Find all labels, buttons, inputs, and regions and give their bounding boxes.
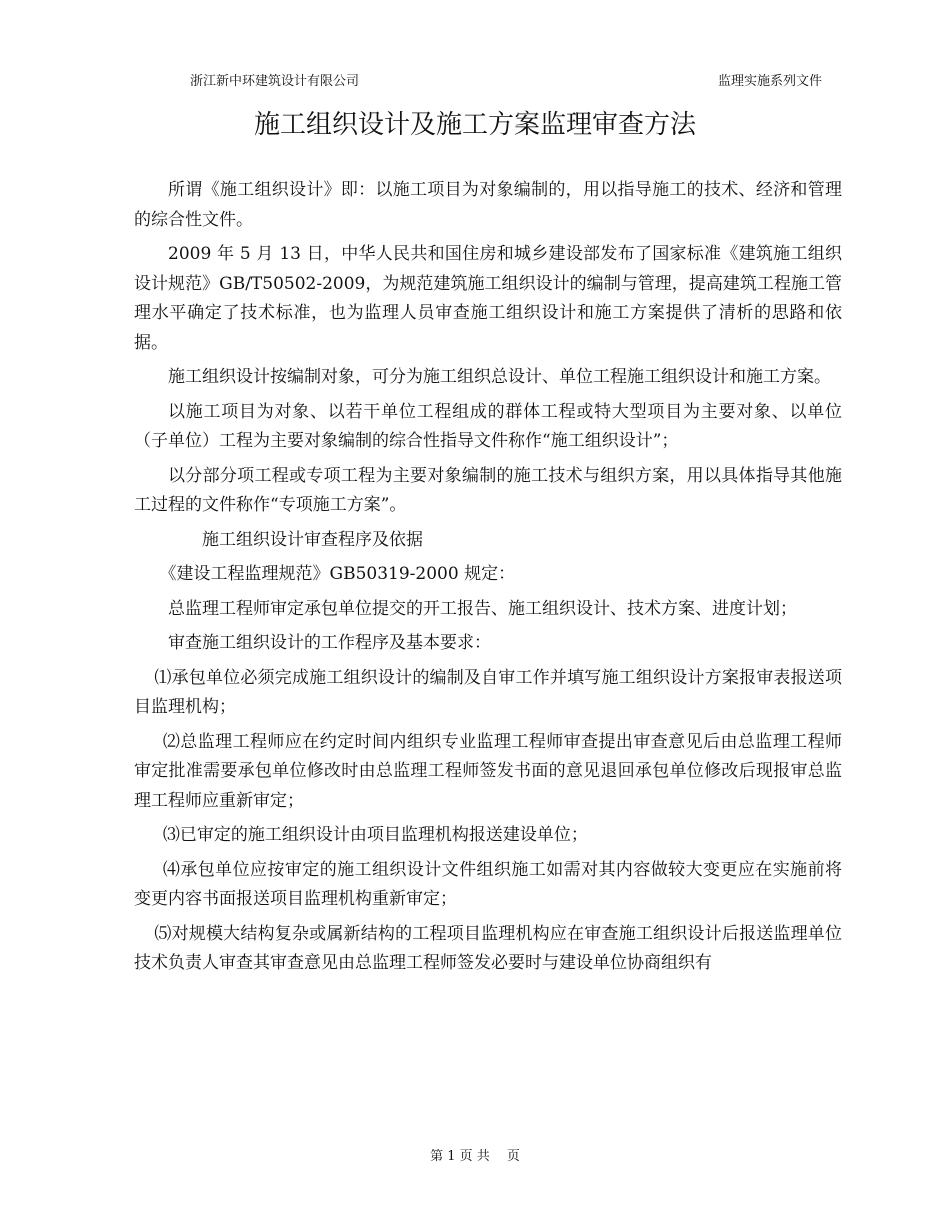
document-body bbox=[134, 176, 842, 984]
header-company-name: 浙江新中环建筑设计有限公司 bbox=[190, 74, 360, 89]
paragraph-classification: 施工组织设计按编制对象，可分为施工组织总设计、单位工程施工组织设计和施工方案。 bbox=[168, 367, 831, 387]
list-item-requirement-1: ⑴承包单位必须完成施工组织设计的编制及自审工作并填写施工组织设计方案报审表报送项目监理机构； bbox=[134, 667, 842, 717]
document-title: 施工组织设计及施工方案监理审查方法 bbox=[253, 110, 696, 140]
paragraph-definition: 所谓《施工组织设计》即：以施工项目为对象编制的，用以指导施工的技术、经济和管理的综合性文件。 bbox=[134, 180, 842, 230]
paragraph-review-requirements-intro: 审查施工组织设计的工作程序及基本要求： bbox=[168, 633, 491, 653]
list-item-requirement-3: ⑶已审定的施工组织设计由项目监理机构报送建设单位； bbox=[162, 825, 588, 845]
section-heading-review-procedure: 施工组织设计审查程序及依据 bbox=[202, 529, 423, 550]
list-item-requirement-2: ⑵总监理工程师应在约定时间内组织专业监理工程师审查提出审查意见后由总监理工程师审定批准需要承包单位修改时由总监理工程师签发书面的意见退回承包单位修改后现报审总监理工程师应重新审定； bbox=[134, 731, 842, 811]
paragraph-chief-engineer-duty: 总监理工程师审定承包单位提交的开工报告、施工组织设计、技术方案、进度计划； bbox=[168, 598, 797, 619]
paragraph-special-plan-definition: 以分部分项工程或专项工程为主要对象编制的施工技术与组织方案，用以具体指导其他施工过程的文件称作“专项施工方案”。 bbox=[134, 465, 842, 515]
list-item-requirement-5: ⑸对规模大结构复杂或属新结构的工程项目监理机构应在审查施工组织设计后报送监理单位技术负责人审查其审查意见由总监理工程师签发必要时与建设单位协商组织有 bbox=[134, 923, 842, 973]
page-number-footer: 第 1 页 共 页 bbox=[430, 1149, 520, 1164]
paragraph-standard-release: 2009 年 5 月 13 日，中华人民共和国住房和城乡建设部发布了国家标准《建筑施工组织设计规范》GB/T50502-2009，为规范建筑施工组织设计的编制与管理，提高建筑工程施工管理水平确定了技术标准，也为监理人员审查施工组织设计和施工方案提供了清析的思路和依据。 bbox=[134, 244, 842, 353]
paragraph-regulation-reference: 《建设工程监理规范》GB50319-2000 规定： bbox=[159, 564, 516, 584]
list-item-requirement-4: ⑷承包单位应按审定的施工组织设计文件组织施工如需对其内容做较大变更应在实施前将变更内容书面报送项目监理机构重新审定； bbox=[134, 859, 842, 909]
paragraph-construction-design-definition: 以施工项目为对象、以若干单位工程组成的群体工程或特大型项目为主要对象、以单位（子单位）工程为主要对象编制的综合性指导文件称作“施工组织设计”； bbox=[134, 401, 842, 451]
header-series-name: 监理实施系列文件 bbox=[717, 74, 822, 89]
